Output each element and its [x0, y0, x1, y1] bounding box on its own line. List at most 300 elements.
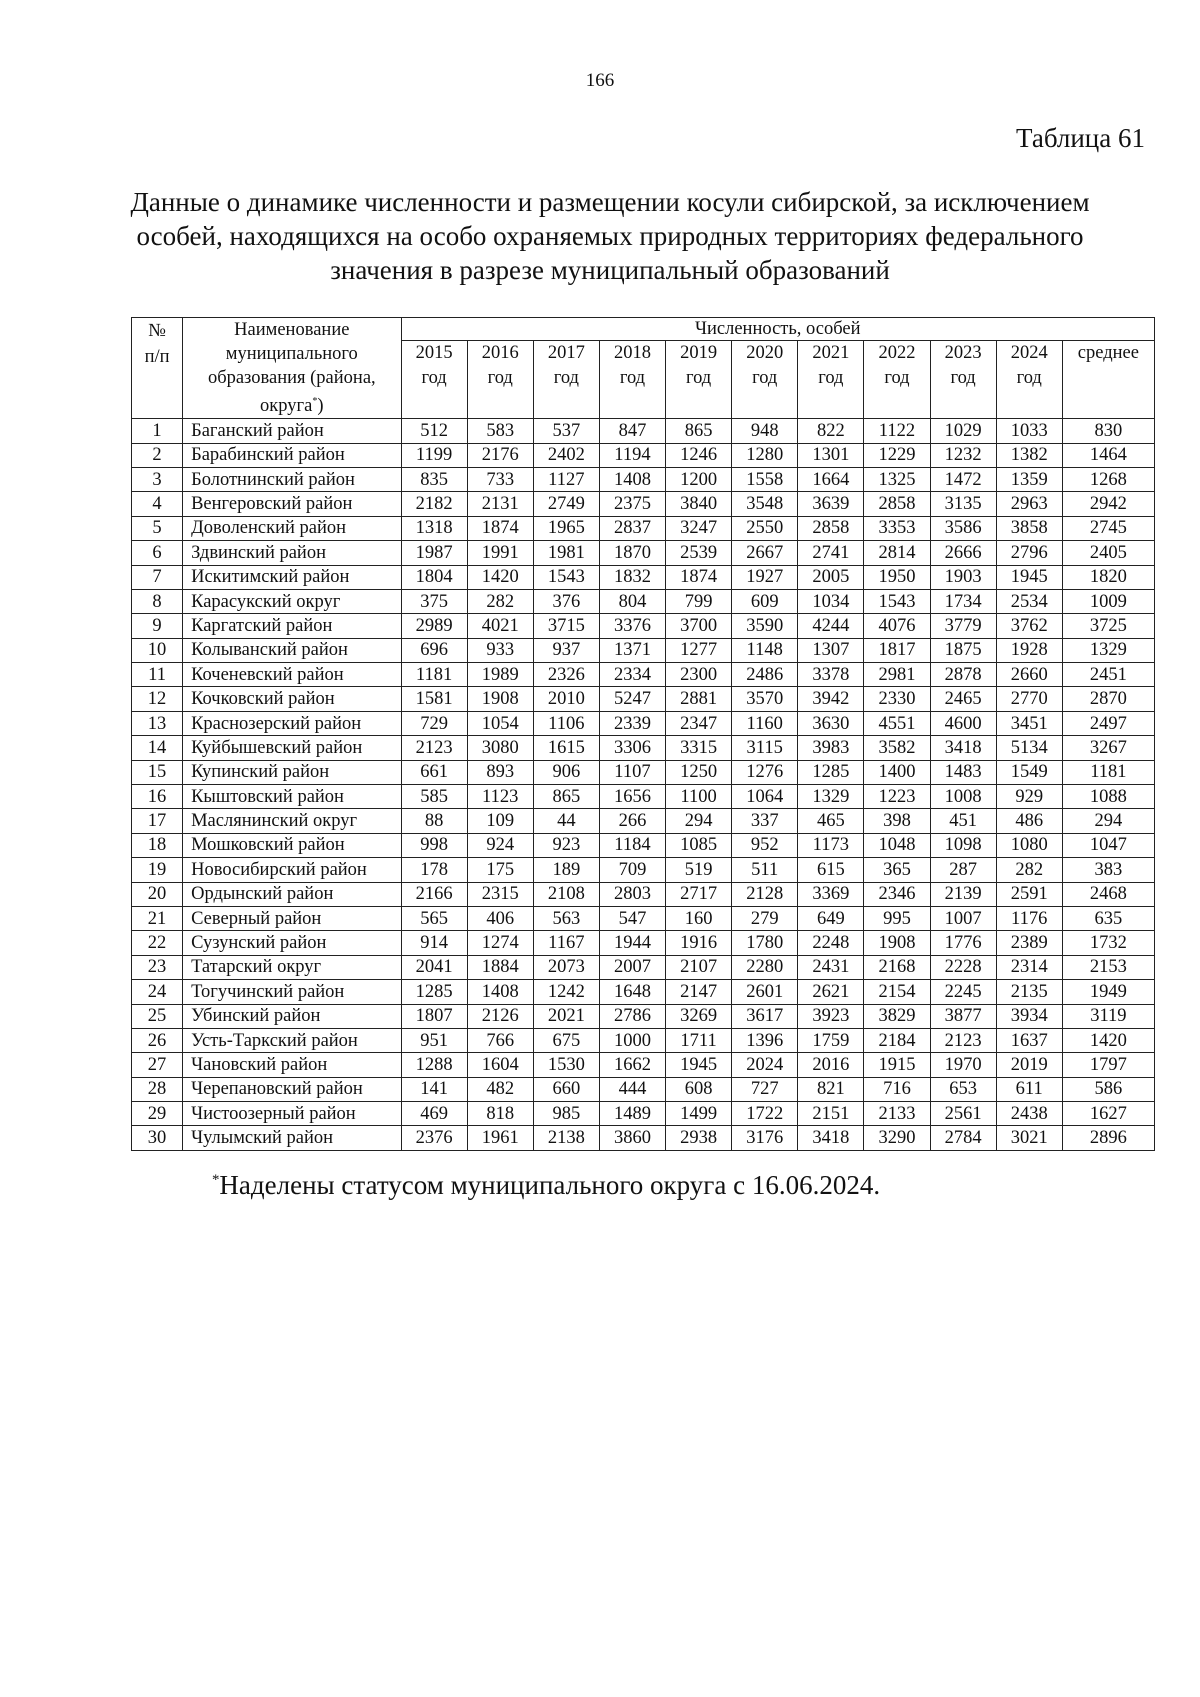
- row-value-cell: 1064: [732, 785, 798, 809]
- row-value-cell: 486: [996, 809, 1062, 833]
- row-name-cell: Кочковский район: [183, 687, 401, 711]
- row-value-cell: 2346: [864, 882, 930, 906]
- row-value-cell: 2108: [533, 882, 599, 906]
- table-row: [132, 955, 1155, 979]
- row-average-cell: 383: [1062, 858, 1154, 882]
- row-value-cell: 2786: [599, 1004, 665, 1028]
- row-name-cell: Венгеровский район: [183, 492, 401, 516]
- row-value-cell: 1987: [401, 541, 467, 565]
- row-number-cell: 12: [132, 687, 183, 711]
- row-value-cell: 3548: [732, 492, 798, 516]
- header-year-value: 2024: [1010, 343, 1048, 363]
- row-value-cell: 3269: [666, 1004, 732, 1028]
- row-value-cell: 1944: [599, 931, 665, 955]
- row-value-cell: 1734: [930, 589, 996, 613]
- row-value-cell: 3315: [666, 736, 732, 760]
- table-row: [132, 492, 1155, 516]
- row-average-cell: 1949: [1062, 980, 1154, 1004]
- footnote-text: Наделены статусом муниципального округа с 16.06.2024.: [219, 1170, 881, 1200]
- row-value-cell: 1054: [467, 711, 533, 735]
- row-value-cell: 2666: [930, 541, 996, 565]
- row-value-cell: 44: [533, 809, 599, 833]
- row-value-cell: 3630: [798, 711, 864, 735]
- row-name-cell: Чановский район: [183, 1053, 401, 1077]
- row-value-cell: 1033: [996, 419, 1062, 443]
- row-value-cell: 398: [864, 809, 930, 833]
- header-year-value: 2017: [547, 343, 585, 363]
- row-value-cell: 3715: [533, 614, 599, 638]
- row-value-cell: 2041: [401, 955, 467, 979]
- row-value-cell: 2005: [798, 565, 864, 589]
- row-name-cell: Коченевский район: [183, 663, 401, 687]
- row-average-cell: 2942: [1062, 492, 1154, 516]
- row-value-cell: 1034: [798, 589, 864, 613]
- row-value-cell: 1908: [864, 931, 930, 955]
- row-value-cell: 2128: [732, 882, 798, 906]
- row-number-cell: 21: [132, 906, 183, 930]
- row-value-cell: 5134: [996, 736, 1062, 760]
- row-value-cell: 1127: [533, 467, 599, 491]
- header-year-2023: [930, 341, 996, 419]
- row-value-cell: 1780: [732, 931, 798, 955]
- row-value-cell: 3021: [996, 1126, 1062, 1150]
- row-value-cell: 512: [401, 419, 467, 443]
- row-value-cell: 2131: [467, 492, 533, 516]
- row-average-cell: 1047: [1062, 833, 1154, 857]
- row-value-cell: 2139: [930, 882, 996, 906]
- row-value-cell: 282: [467, 589, 533, 613]
- row-value-cell: 1722: [732, 1102, 798, 1126]
- header-year-value: 2023: [944, 343, 982, 363]
- row-value-cell: 914: [401, 931, 467, 955]
- row-value-cell: 3290: [864, 1126, 930, 1150]
- row-value-cell: 2770: [996, 687, 1062, 711]
- table-row: [132, 1077, 1155, 1101]
- row-number-cell: 26: [132, 1028, 183, 1052]
- header-year-2019: [666, 341, 732, 419]
- row-value-cell: 2245: [930, 980, 996, 1004]
- row-value-cell: 2784: [930, 1126, 996, 1150]
- row-value-cell: 952: [732, 833, 798, 857]
- row-number-cell: 1: [132, 419, 183, 443]
- header-name-text: Наименование муниципального образования (района, округа: [207, 320, 376, 417]
- row-number-cell: 3: [132, 467, 183, 491]
- row-value-cell: 1558: [732, 467, 798, 491]
- row-value-cell: 178: [401, 858, 467, 882]
- row-name-cell: Искитимский район: [183, 565, 401, 589]
- row-name-cell: Здвинский район: [183, 541, 401, 565]
- table-row: [132, 565, 1155, 589]
- header-year-value: 2018: [613, 343, 651, 363]
- row-value-cell: 1000: [599, 1028, 665, 1052]
- row-average-cell: 1464: [1062, 443, 1154, 467]
- population-table: [131, 317, 1155, 1151]
- row-number-cell: 22: [132, 931, 183, 955]
- row-name-cell: Усть-Таркский район: [183, 1028, 401, 1052]
- row-value-cell: 1874: [666, 565, 732, 589]
- row-value-cell: 1884: [467, 955, 533, 979]
- row-value-cell: 2749: [533, 492, 599, 516]
- row-average-cell: 2451: [1062, 663, 1154, 687]
- row-value-cell: 1945: [996, 565, 1062, 589]
- row-average-cell: 1088: [1062, 785, 1154, 809]
- row-number-cell: 10: [132, 638, 183, 662]
- row-value-cell: 1008: [930, 785, 996, 809]
- row-value-cell: 1176: [996, 906, 1062, 930]
- row-value-cell: 615: [798, 858, 864, 882]
- row-value-cell: 2330: [864, 687, 930, 711]
- row-value-cell: 2135: [996, 980, 1062, 1004]
- row-value-cell: 2601: [732, 980, 798, 1004]
- row-value-cell: 821: [798, 1077, 864, 1101]
- row-value-cell: 2168: [864, 955, 930, 979]
- row-number-cell: 2: [132, 443, 183, 467]
- row-value-cell: 2126: [467, 1004, 533, 1028]
- table-row: [132, 1102, 1155, 1126]
- row-value-cell: 1615: [533, 736, 599, 760]
- row-value-cell: 3829: [864, 1004, 930, 1028]
- row-value-cell: 1199: [401, 443, 467, 467]
- header-year-value: 2021: [812, 343, 850, 363]
- row-average-cell: 2153: [1062, 955, 1154, 979]
- row-value-cell: 2019: [996, 1053, 1062, 1077]
- row-value-cell: 766: [467, 1028, 533, 1052]
- row-value-cell: 1961: [467, 1126, 533, 1150]
- row-value-cell: 451: [930, 809, 996, 833]
- row-value-cell: 2981: [864, 663, 930, 687]
- row-average-cell: 3119: [1062, 1004, 1154, 1028]
- row-value-cell: 1970: [930, 1053, 996, 1077]
- row-value-cell: 160: [666, 906, 732, 930]
- row-value-cell: 141: [401, 1077, 467, 1101]
- row-value-cell: 1400: [864, 760, 930, 784]
- row-value-cell: 2667: [732, 541, 798, 565]
- row-name-cell: Купинский район: [183, 760, 401, 784]
- header-year-value: 2019: [680, 343, 718, 363]
- row-value-cell: 1325: [864, 467, 930, 491]
- table-row: [132, 541, 1155, 565]
- row-value-cell: 2717: [666, 882, 732, 906]
- row-value-cell: 2376: [401, 1126, 467, 1150]
- row-name-cell: Болотнинский район: [183, 467, 401, 491]
- row-value-cell: 1148: [732, 638, 798, 662]
- row-value-cell: 649: [798, 906, 864, 930]
- row-value-cell: 1408: [467, 980, 533, 1004]
- table-row: [132, 589, 1155, 613]
- row-value-cell: 2315: [467, 882, 533, 906]
- row-value-cell: 1029: [930, 419, 996, 443]
- row-value-cell: 2837: [599, 516, 665, 540]
- row-number-cell: 25: [132, 1004, 183, 1028]
- row-value-cell: 1173: [798, 833, 864, 857]
- row-value-cell: 4600: [930, 711, 996, 735]
- row-value-cell: 847: [599, 419, 665, 443]
- row-value-cell: 1274: [467, 931, 533, 955]
- row-value-cell: 1307: [798, 638, 864, 662]
- row-value-cell: 3247: [666, 516, 732, 540]
- row-value-cell: 1085: [666, 833, 732, 857]
- row-name-cell: Сузунский район: [183, 931, 401, 955]
- row-value-cell: 1648: [599, 980, 665, 1004]
- row-value-cell: 1250: [666, 760, 732, 784]
- row-value-cell: 1637: [996, 1028, 1062, 1052]
- row-value-cell: 1276: [732, 760, 798, 784]
- row-value-cell: 727: [732, 1077, 798, 1101]
- row-value-cell: 2021: [533, 1004, 599, 1028]
- row-value-cell: 1100: [666, 785, 732, 809]
- row-value-cell: 1662: [599, 1053, 665, 1077]
- header-year-suffix: год: [421, 368, 447, 388]
- row-value-cell: 2989: [401, 614, 467, 638]
- row-value-cell: 929: [996, 785, 1062, 809]
- row-value-cell: 2176: [467, 443, 533, 467]
- header-number-abbr: п/п: [144, 347, 170, 367]
- row-value-cell: 3582: [864, 736, 930, 760]
- row-value-cell: 1656: [599, 785, 665, 809]
- row-average-cell: 1268: [1062, 467, 1154, 491]
- row-average-cell: 2870: [1062, 687, 1154, 711]
- row-number-cell: 11: [132, 663, 183, 687]
- row-name-cell: Колыванский район: [183, 638, 401, 662]
- row-name-cell: Чистоозерный район: [183, 1102, 401, 1126]
- row-value-cell: 923: [533, 833, 599, 857]
- row-value-cell: 1223: [864, 785, 930, 809]
- row-value-cell: 1246: [666, 443, 732, 467]
- row-value-cell: 2010: [533, 687, 599, 711]
- row-value-cell: 822: [798, 419, 864, 443]
- header-year-value: 2022: [878, 343, 916, 363]
- row-value-cell: 2151: [798, 1102, 864, 1126]
- row-value-cell: 804: [599, 589, 665, 613]
- row-average-cell: 2745: [1062, 516, 1154, 540]
- row-value-cell: 5247: [599, 687, 665, 711]
- row-value-cell: 3934: [996, 1004, 1062, 1028]
- row-value-cell: 1711: [666, 1028, 732, 1052]
- row-value-cell: 865: [666, 419, 732, 443]
- row-value-cell: 3353: [864, 516, 930, 540]
- row-value-cell: 537: [533, 419, 599, 443]
- row-value-cell: 1776: [930, 931, 996, 955]
- row-value-cell: 2741: [798, 541, 864, 565]
- header-year-2016: [467, 341, 533, 419]
- row-value-cell: 1396: [732, 1028, 798, 1052]
- header-year-value: 2020: [746, 343, 784, 363]
- row-value-cell: 1382: [996, 443, 1062, 467]
- row-value-cell: 2166: [401, 882, 467, 906]
- row-value-cell: 2858: [864, 492, 930, 516]
- row-value-cell: 583: [467, 419, 533, 443]
- table-row: [132, 638, 1155, 662]
- row-value-cell: 365: [864, 858, 930, 882]
- row-value-cell: 109: [467, 809, 533, 833]
- row-average-cell: 3267: [1062, 736, 1154, 760]
- row-value-cell: 1288: [401, 1053, 467, 1077]
- row-average-cell: 1627: [1062, 1102, 1154, 1126]
- table-row: [132, 833, 1155, 857]
- row-value-cell: 1989: [467, 663, 533, 687]
- row-value-cell: 1048: [864, 833, 930, 857]
- row-value-cell: 733: [467, 467, 533, 491]
- table-row: [132, 809, 1155, 833]
- row-value-cell: 2334: [599, 663, 665, 687]
- row-value-cell: 1870: [599, 541, 665, 565]
- table-row: [132, 760, 1155, 784]
- row-value-cell: 189: [533, 858, 599, 882]
- row-value-cell: 3942: [798, 687, 864, 711]
- row-value-cell: 1408: [599, 467, 665, 491]
- row-value-cell: 519: [666, 858, 732, 882]
- row-number-cell: 28: [132, 1077, 183, 1101]
- table-row: [132, 443, 1155, 467]
- row-value-cell: 608: [666, 1077, 732, 1101]
- row-value-cell: 2184: [864, 1028, 930, 1052]
- row-value-cell: 948: [732, 419, 798, 443]
- header-year-value: 2015: [415, 343, 453, 363]
- footnote: [212, 1170, 880, 1201]
- row-value-cell: 266: [599, 809, 665, 833]
- row-name-cell: Мошковский район: [183, 833, 401, 857]
- table-row: [132, 736, 1155, 760]
- row-value-cell: 469: [401, 1102, 467, 1126]
- table-row: [132, 467, 1155, 491]
- row-value-cell: 1664: [798, 467, 864, 491]
- row-value-cell: 675: [533, 1028, 599, 1052]
- row-value-cell: 1991: [467, 541, 533, 565]
- row-number-cell: 13: [132, 711, 183, 735]
- table-row: [132, 931, 1155, 955]
- row-value-cell: 1950: [864, 565, 930, 589]
- row-value-cell: 3418: [930, 736, 996, 760]
- row-value-cell: 906: [533, 760, 599, 784]
- row-value-cell: 709: [599, 858, 665, 882]
- row-value-cell: 1106: [533, 711, 599, 735]
- row-value-cell: 175: [467, 858, 533, 882]
- row-name-cell: Баганский район: [183, 419, 401, 443]
- row-value-cell: 375: [401, 589, 467, 613]
- row-number-cell: 18: [132, 833, 183, 857]
- row-value-cell: 2123: [930, 1028, 996, 1052]
- row-value-cell: 2300: [666, 663, 732, 687]
- row-value-cell: 937: [533, 638, 599, 662]
- row-value-cell: 2591: [996, 882, 1062, 906]
- row-value-cell: 2280: [732, 955, 798, 979]
- row-value-cell: 3586: [930, 516, 996, 540]
- header-year-2021: [798, 341, 864, 419]
- row-value-cell: 2326: [533, 663, 599, 687]
- table-row: [132, 858, 1155, 882]
- row-value-cell: 1549: [996, 760, 1062, 784]
- header-number-symbol: №: [148, 321, 166, 341]
- header-group-population: Численность, особей: [401, 318, 1154, 341]
- header-average: среднее: [1062, 341, 1154, 419]
- row-value-cell: 2814: [864, 541, 930, 565]
- row-value-cell: 3115: [732, 736, 798, 760]
- row-value-cell: 3369: [798, 882, 864, 906]
- header-number-cell: [132, 318, 183, 419]
- row-value-cell: 2796: [996, 541, 1062, 565]
- row-value-cell: 1807: [401, 1004, 467, 1028]
- row-value-cell: 1123: [467, 785, 533, 809]
- row-value-cell: 1329: [798, 785, 864, 809]
- row-value-cell: 282: [996, 858, 1062, 882]
- header-year-2017: [533, 341, 599, 419]
- row-value-cell: 287: [930, 858, 996, 882]
- header-year-suffix: год: [818, 368, 844, 388]
- row-number-cell: 27: [132, 1053, 183, 1077]
- row-value-cell: 3378: [798, 663, 864, 687]
- row-value-cell: 2660: [996, 663, 1062, 687]
- row-value-cell: 3923: [798, 1004, 864, 1028]
- row-name-cell: Черепановский район: [183, 1077, 401, 1101]
- row-value-cell: 563: [533, 906, 599, 930]
- row-value-cell: 2133: [864, 1102, 930, 1126]
- row-average-cell: 2896: [1062, 1126, 1154, 1150]
- header-year-value: 2016: [481, 343, 519, 363]
- row-value-cell: 1945: [666, 1053, 732, 1077]
- table-row: [132, 711, 1155, 735]
- row-value-cell: 2147: [666, 980, 732, 1004]
- row-name-cell: Маслянинский округ: [183, 809, 401, 833]
- row-value-cell: 1194: [599, 443, 665, 467]
- row-value-cell: 1543: [864, 589, 930, 613]
- header-year-suffix: год: [950, 368, 976, 388]
- row-value-cell: 1916: [666, 931, 732, 955]
- row-value-cell: 1472: [930, 467, 996, 491]
- table-row: [132, 1004, 1155, 1028]
- row-name-cell: Ордынский район: [183, 882, 401, 906]
- row-value-cell: 1285: [401, 980, 467, 1004]
- row-value-cell: 2938: [666, 1126, 732, 1150]
- row-value-cell: 1759: [798, 1028, 864, 1052]
- header-name-cell: [183, 318, 401, 419]
- row-name-cell: Краснозерский район: [183, 711, 401, 735]
- row-value-cell: 2621: [798, 980, 864, 1004]
- row-name-cell: Убинский район: [183, 1004, 401, 1028]
- row-value-cell: 3080: [467, 736, 533, 760]
- row-value-cell: 2858: [798, 516, 864, 540]
- row-value-cell: 4021: [467, 614, 533, 638]
- row-name-cell: Кыштовский район: [183, 785, 401, 809]
- row-value-cell: 1420: [467, 565, 533, 589]
- row-value-cell: 1318: [401, 516, 467, 540]
- header-year-suffix: год: [487, 368, 513, 388]
- header-year-suffix: год: [1016, 368, 1042, 388]
- row-average-cell: 2497: [1062, 711, 1154, 735]
- row-value-cell: 2389: [996, 931, 1062, 955]
- row-average-cell: 1732: [1062, 931, 1154, 955]
- row-value-cell: 2228: [930, 955, 996, 979]
- row-number-cell: 6: [132, 541, 183, 565]
- row-average-cell: 830: [1062, 419, 1154, 443]
- row-value-cell: 729: [401, 711, 467, 735]
- row-value-cell: 444: [599, 1077, 665, 1101]
- row-value-cell: 893: [467, 760, 533, 784]
- row-value-cell: 2561: [930, 1102, 996, 1126]
- row-value-cell: 985: [533, 1102, 599, 1126]
- row-value-cell: 933: [467, 638, 533, 662]
- row-value-cell: 3418: [798, 1126, 864, 1150]
- row-number-cell: 9: [132, 614, 183, 638]
- table-row: [132, 785, 1155, 809]
- row-value-cell: 1875: [930, 638, 996, 662]
- row-value-cell: 511: [732, 858, 798, 882]
- row-value-cell: 1277: [666, 638, 732, 662]
- row-number-cell: 8: [132, 589, 183, 613]
- row-value-cell: 1817: [864, 638, 930, 662]
- header-year-2024: [996, 341, 1062, 419]
- table-row: [132, 516, 1155, 540]
- row-value-cell: 3135: [930, 492, 996, 516]
